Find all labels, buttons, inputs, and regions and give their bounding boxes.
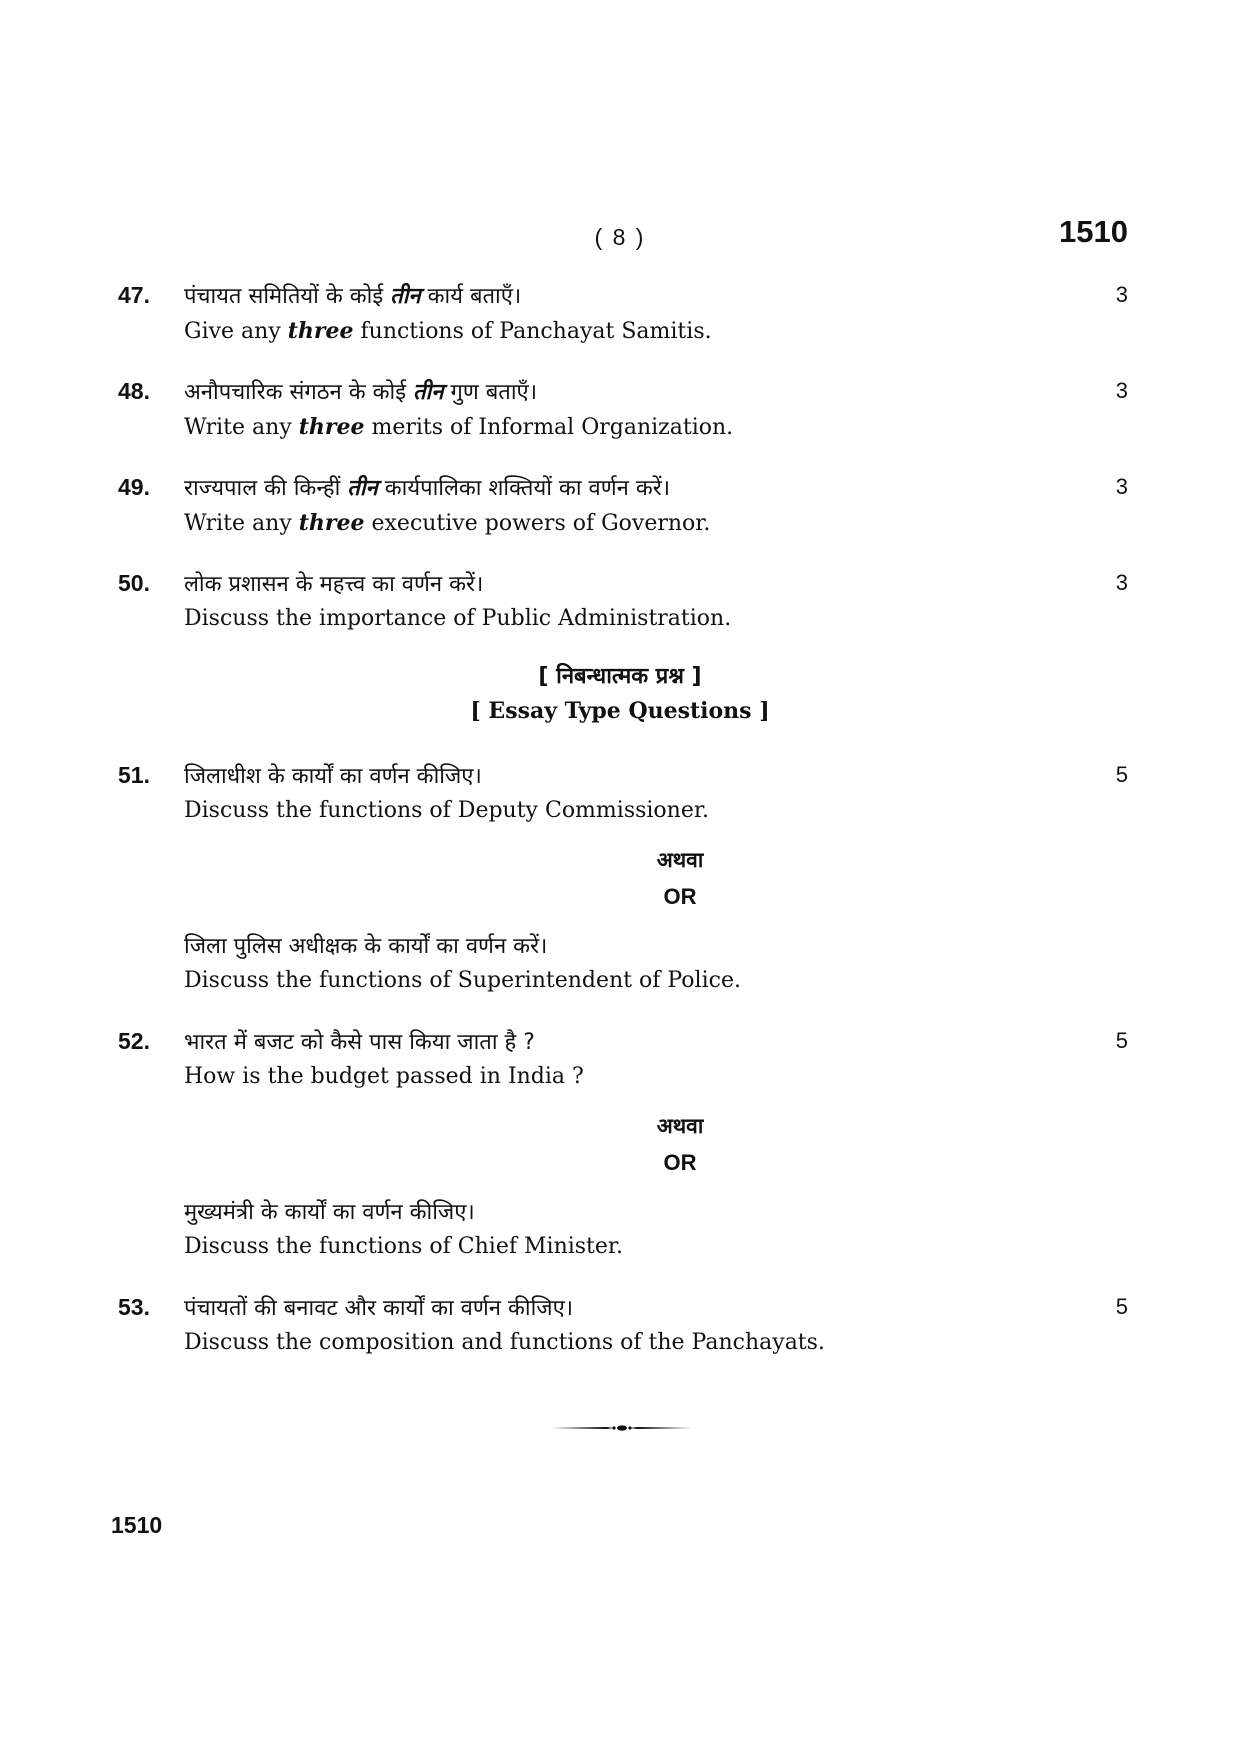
or-label-hindi: अथवा <box>656 1114 704 1138</box>
question-52 <box>118 1028 1128 1108</box>
question-number: 53. <box>118 1294 150 1320</box>
question-english: Write any three executive powers of Governor. <box>184 510 711 536</box>
question-marks: 5 <box>1115 1028 1128 1053</box>
question-hindi: जिला पुलिस अधीक्षक के कार्यों का वर्णन करें। <box>184 934 548 959</box>
question-english: Discuss the composition and functions of the Panchayats. <box>184 1330 825 1355</box>
or-label-hindi: अथवा <box>656 848 704 872</box>
question-47 <box>118 282 1128 362</box>
question-english: Write any three merits of Informal Organization. <box>184 414 734 440</box>
section-heading-hindi: [ निबन्धात्मक प्रश्न ] <box>538 664 702 689</box>
question-hindi: राज्यपाल की किन्हीं तीन कार्यपालिका शक्तियों का वर्णन करें। <box>184 476 671 501</box>
question-number: 51. <box>118 762 150 788</box>
question-number: 48. <box>118 378 150 404</box>
question-hindi: अनौपचारिक संगठन के कोई तीन गुण बताएँ। <box>184 380 538 405</box>
question-53 <box>118 1294 1128 1374</box>
end-divider-ornament <box>552 1422 692 1434</box>
question-marks: 5 <box>1115 762 1128 787</box>
question-51 <box>118 762 1128 842</box>
paper-code-bottom: 1510 <box>111 1512 163 1538</box>
question-marks: 3 <box>1115 474 1128 499</box>
question-english: Discuss the functions of Deputy Commissioner. <box>184 798 709 823</box>
question-english: Discuss the functions of Superintendent of Police. <box>184 968 741 993</box>
question-hindi: जिलाधीश के कार्यों का वर्णन कीजिए। <box>184 764 482 789</box>
question-hindi: पंचायत समितियों के कोई तीन कार्य बताएँ। <box>184 284 522 309</box>
question-51-alternative <box>118 932 1128 1012</box>
question-english: How is the budget passed in India ? <box>184 1064 584 1089</box>
question-52-alternative <box>118 1198 1128 1278</box>
question-50 <box>118 570 1128 650</box>
question-marks: 3 <box>1115 570 1128 595</box>
question-48 <box>118 378 1128 458</box>
question-english: Discuss the functions of Chief Minister. <box>184 1234 624 1259</box>
question-hindi: पंचायतों की बनावट और कार्यों का वर्णन कीजिए। <box>184 1296 574 1321</box>
question-number: 50. <box>118 570 150 596</box>
or-label-english: OR <box>663 884 697 909</box>
question-number: 49. <box>118 474 150 500</box>
question-hindi: भारत में बजट को कैसे पास किया जाता है ? <box>184 1030 535 1055</box>
question-hindi: लोक प्रशासन के महत्त्व का वर्णन करें। <box>184 572 484 597</box>
or-label-english: OR <box>663 1150 697 1175</box>
question-english: Discuss the importance of Public Administration. <box>184 606 732 631</box>
question-number: 47. <box>118 282 150 308</box>
question-49 <box>118 474 1128 554</box>
question-number: 52. <box>118 1028 150 1054</box>
paper-code-top: 1510 <box>1059 214 1128 249</box>
page-number: ( 8 ) <box>594 224 646 250</box>
question-english: Give any three functions of Panchayat Samitis. <box>184 318 712 344</box>
section-heading-english: [ Essay Type Questions ] <box>470 698 770 724</box>
question-hindi: मुख्यमंत्री के कार्यों का वर्णन कीजिए। <box>184 1200 475 1225</box>
question-marks: 3 <box>1115 282 1128 307</box>
question-marks: 5 <box>1115 1294 1128 1319</box>
question-marks: 3 <box>1115 378 1128 403</box>
